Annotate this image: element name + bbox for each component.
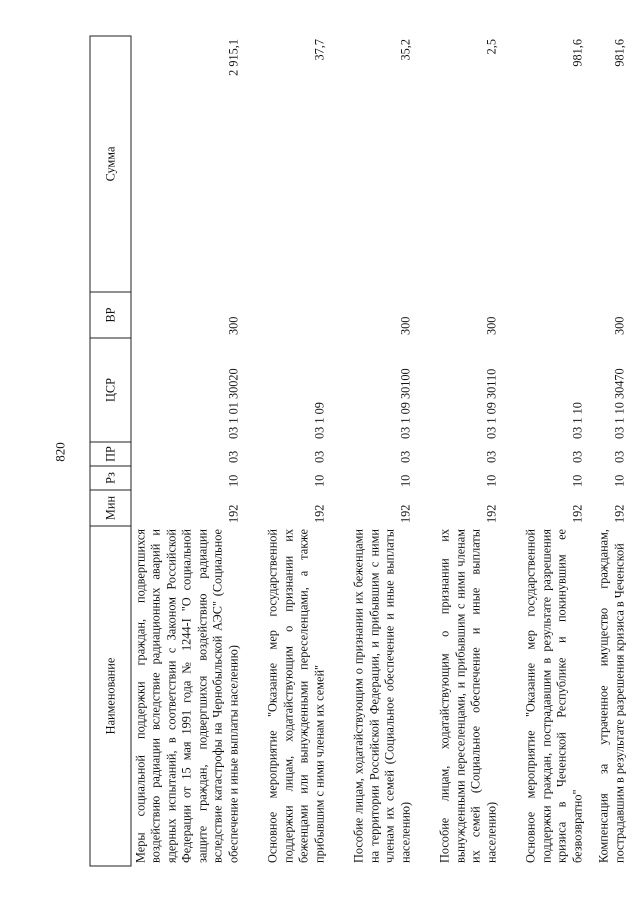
- row-csr: 03 1 09 30100: [398, 368, 413, 439]
- row-name: Компенсация за утраченное имущество гражданам, пострадавшим в результате разрешения кризиса в Чеченской: [596, 529, 626, 863]
- header-name: Наименование: [90, 526, 131, 866]
- row-sum: 35,2: [398, 39, 413, 61]
- header-vr: ВР: [90, 292, 131, 338]
- row-sum: 37,7: [312, 39, 327, 61]
- row-min: 192: [570, 504, 585, 523]
- row-rz: 10: [612, 474, 627, 487]
- row-pr: 03: [312, 450, 327, 463]
- row-name: Пособие лицам, ходатайствующим о признании их вынужденными переселенцами, и прибывшим с ними членам их семей (Социальное обеспечение и иные выплаты населению): [437, 529, 498, 863]
- table-row: [332, 36, 418, 866]
- table-header-row: [90, 36, 131, 866]
- header-csr: ЦСР: [90, 338, 131, 442]
- row-vr: [504, 292, 590, 338]
- row-min: 192: [484, 504, 499, 523]
- row-sum: 981,6: [612, 39, 627, 67]
- row-pr: 03: [612, 450, 627, 463]
- row-rz: 10: [570, 474, 585, 487]
- row-name: Основное мероприятие "Оказание мер государственной поддержки граждан, пострадавшим в результате разрешения кризиса в Чеченской Республике и покинувшим ее безвозвратно": [523, 529, 584, 863]
- row-min: 192: [398, 504, 413, 523]
- row-csr: 03 1 01 30020: [226, 368, 241, 439]
- header-pr: ПР: [90, 442, 131, 466]
- table-row: [246, 36, 332, 866]
- row-vr: 300: [226, 316, 241, 335]
- table-row: [590, 36, 632, 866]
- row-csr: 03 1 09: [312, 402, 327, 439]
- row-min: 192: [226, 504, 241, 523]
- row-rz: 10: [398, 474, 413, 487]
- row-csr: 03 1 09 30110: [484, 368, 499, 439]
- row-rz: 10: [484, 474, 499, 487]
- header-min: Мин: [90, 490, 131, 526]
- row-vr: 300: [484, 316, 499, 335]
- row-sum: 981,6: [570, 39, 585, 67]
- table-row: [418, 36, 504, 866]
- page-number: 820: [52, 442, 68, 462]
- row-name: Меры социальной поддержки граждан, подвергшихся воздействию радиации вследствие радиационных аварий и ядерных испытаний, в соответствии с Законом Российской Федерации от 15 мая 1991 года № 1244-I "О социальной защите граждан, подвергшихся воздействию радиации вследствие катастрофы на Чернобыльской АЭС" (Социальное обеспечение и иные выплаты населению): [133, 529, 240, 863]
- row-csr: 03 1 10: [570, 402, 585, 439]
- row-csr: 03 1 10 30470: [612, 368, 627, 439]
- row-name: Основное мероприятие "Оказание мер государственной поддержки лицам, ходатайствующим о признании их беженцами или вынужденными переселенцами, а также прибывшим с ними членам их семей": [265, 529, 326, 863]
- budget-table: [90, 36, 632, 867]
- row-rz: 10: [312, 474, 327, 487]
- header-sum: Сумма: [90, 36, 131, 292]
- row-name: Пособие лицам, ходатайствующим о признании их беженцами на территории Российской Федерации, и прибывшим с ними членам их семей (Социальное обеспечение и иные выплаты населению): [351, 529, 412, 863]
- rotated-content: [46, 30, 627, 875]
- table-row: [131, 36, 246, 866]
- row-sum: 2 915,1: [226, 39, 241, 76]
- row-pr: 03: [226, 450, 241, 463]
- row-sum: 2,5: [484, 39, 499, 55]
- row-pr: 03: [398, 450, 413, 463]
- row-pr: 03: [570, 450, 585, 463]
- row-min: 192: [612, 504, 627, 523]
- row-rz: 10: [226, 474, 241, 487]
- header-rz: Рз: [90, 466, 131, 490]
- table-row: [504, 36, 590, 866]
- row-vr: [246, 292, 332, 338]
- row-vr: 300: [612, 316, 627, 335]
- row-vr: 300: [398, 316, 413, 335]
- row-min: 192: [312, 504, 327, 523]
- row-pr: 03: [484, 450, 499, 463]
